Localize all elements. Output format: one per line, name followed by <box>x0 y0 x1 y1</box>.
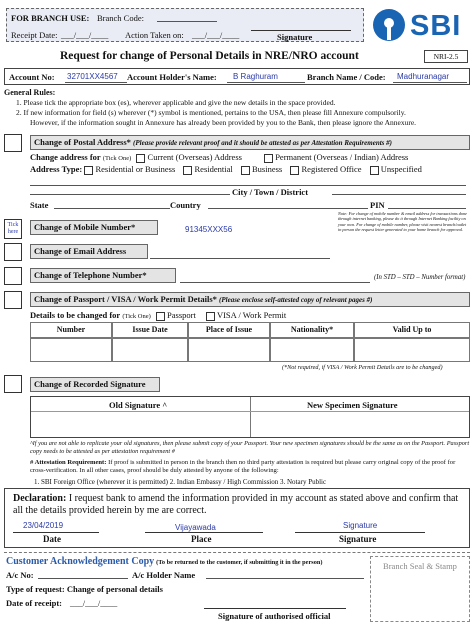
action-taken-label: Action Taken on: <box>125 30 184 40</box>
declaration-signature-value[interactable]: Signature <box>343 521 378 530</box>
branch-name-value[interactable]: Madhuranagar <box>397 72 450 81</box>
passport-heading <box>30 292 470 307</box>
declaration-label: Declaration: <box>13 493 67 504</box>
receipt-date-label: Receipt Date: <box>11 30 58 40</box>
state-line[interactable] <box>54 208 170 209</box>
ack-title-row <box>6 556 322 567</box>
branch-seal-label: Branch Seal & Stamp <box>383 561 457 571</box>
ack-acno-line[interactable] <box>38 578 128 579</box>
declaration-date-value[interactable]: 23/04/2019 <box>23 521 64 530</box>
holder-name-value[interactable]: B Raghuram <box>233 72 278 81</box>
action-date-slashes: ___/___/____ <box>192 30 240 40</box>
type-res-bus-label: Residential or Business <box>95 164 176 174</box>
declaration-place-label: Place <box>191 534 212 544</box>
telephone-heading: Change of Telephone Number* <box>30 268 176 283</box>
account-no-value[interactable]: 32701XX4567 <box>67 72 118 81</box>
visa-option-label: VISA / Work Permit <box>216 310 287 320</box>
mobile-heading: Change of Mobile Number* <box>30 220 158 235</box>
ack-auth-sig-line <box>204 608 346 609</box>
type-business-checkbox[interactable] <box>241 166 250 175</box>
passport-footnote: (*Not required, if VISA / Work Permit Details are to be changed) <box>282 364 443 371</box>
branch-use-label: FOR BRANCH USE: <box>11 13 90 23</box>
declaration-signature-line <box>295 532 425 533</box>
type-unspecified-label: Unspecified <box>380 164 422 174</box>
declaration-text: I request bank to amend the information provided in my account as stated above and confirm that all the details provided herein by me are correct. <box>13 493 459 516</box>
telephone-tick-box[interactable] <box>4 267 22 285</box>
telephone-format: (In STD – STD – Number format) <box>374 274 466 281</box>
ack-auth-sig-label: Signature of authorised official <box>218 611 331 621</box>
sbi-logo-icon <box>372 8 406 42</box>
state-label: State <box>30 200 49 210</box>
cell-issue-date[interactable] <box>112 338 188 362</box>
ack-request-type: Type of request: Change of personal details <box>6 584 163 594</box>
type-business-label: Business <box>252 164 283 174</box>
new-signature-label: New Specimen Signature <box>307 400 398 410</box>
receipt-date-slashes: ___/___/____ <box>61 30 109 40</box>
signature-table <box>30 396 470 438</box>
passport-type-row <box>30 310 286 321</box>
signature-tick-box[interactable] <box>4 375 22 393</box>
country-line[interactable] <box>208 208 368 209</box>
cell-nationality[interactable] <box>270 338 354 362</box>
branch-seal-box <box>370 556 470 622</box>
general-rules-title: General Rules: <box>4 88 56 97</box>
passport-option-label: Passport <box>167 310 196 320</box>
email-heading: Change of Email Address <box>30 244 148 259</box>
passport-tick-box[interactable] <box>4 291 22 309</box>
holder-name-label: Account Holder's Name: <box>127 72 217 82</box>
declaration-date-line <box>13 532 99 533</box>
old-signature-label: Old Signature ^ <box>109 400 168 410</box>
branch-use-box <box>6 8 364 42</box>
type-residential-label: Residential <box>194 164 233 174</box>
mobile-note: Note: For change of mobile number & email address for transactions done through internet banking, please do it through Internet Banking facility on your own. For change of mobile number, please visit nearest branch/outlet in person the request letter generated to your home branch for approval. <box>338 211 468 233</box>
type-res-bus-checkbox[interactable] <box>84 166 93 175</box>
cell-valid-upto[interactable] <box>354 338 470 362</box>
current-address-label: Current (Overseas) Address <box>147 152 242 162</box>
attestation-list: 1. SBI Foreign Office (wherever it is permitted) 2. Indian Embassy / High Commission 3. Notary Public <box>34 478 327 486</box>
declaration-text-block <box>13 493 465 517</box>
type-registered-label: Registered Office <box>301 164 362 174</box>
account-row <box>4 68 470 85</box>
declaration-date-label: Date <box>43 534 61 544</box>
address-line-1[interactable] <box>30 185 466 186</box>
rule-2b: However, if the information sought in Annexure has already been provided by you to the Bank, then please ignore the Annexure. <box>30 118 417 127</box>
email-line[interactable] <box>150 258 330 259</box>
branch-signature-label: Signature <box>277 32 313 42</box>
passport-tick-one: (Tick One) <box>122 313 151 320</box>
address-type-row <box>30 164 422 175</box>
address-line-2[interactable] <box>30 194 230 195</box>
branch-code-line <box>157 21 217 22</box>
branch-code-label: Branch Code: <box>97 13 144 23</box>
address-type-label: Address Type: <box>30 164 83 174</box>
branch-name-line <box>393 82 467 83</box>
ack-holder-label: A/c Holder Name <box>132 570 196 580</box>
pin-label: PIN <box>370 200 385 210</box>
ack-acno-label: A/c No: <box>6 570 34 580</box>
passport-note: (Please enclose self-attested copy of relevant pages #) <box>219 296 373 304</box>
signature-header-line <box>31 411 469 412</box>
declaration-place-value[interactable]: Vijayawada <box>175 523 216 532</box>
rule-2a: 2. If new information for field (s) wherever (*) symbol is mentioned, pertains to the USA, then please fill Annexure compulsorily. <box>16 108 406 117</box>
signature-heading: Change of Recorded Signature <box>30 377 160 392</box>
ack-title: Customer Acknowledgement Copy <box>6 556 155 567</box>
postal-tick-box[interactable] <box>4 134 22 152</box>
attestation-block <box>30 459 470 475</box>
passport-heading-text: Change of Passport / VISA / Work Permit Details* <box>34 294 217 304</box>
passport-checkbox[interactable] <box>156 312 165 321</box>
sbi-logo <box>372 8 472 44</box>
cell-place-issue[interactable] <box>188 338 270 362</box>
form-code: NRI-2.5 <box>424 50 468 63</box>
mobile-tick-box[interactable] <box>4 219 22 239</box>
ack-date-receipt-label: Date of receipt: <box>6 598 63 608</box>
city-line[interactable] <box>332 194 466 195</box>
postal-heading <box>30 135 470 150</box>
cell-number[interactable] <box>30 338 112 362</box>
permanent-address-label: Permanent (Overseas / Indian) Address <box>275 152 409 162</box>
holder-name-line <box>227 82 305 83</box>
change-address-row <box>30 152 408 163</box>
mobile-value[interactable]: 91345XXX56 <box>185 225 233 234</box>
email-tick-box[interactable] <box>4 243 22 261</box>
sbi-logo-text: SBI <box>410 10 462 42</box>
permanent-address-checkbox[interactable] <box>264 154 273 163</box>
account-no-line <box>65 82 127 83</box>
type-residential-checkbox[interactable] <box>183 166 192 175</box>
country-label: Country <box>170 200 201 210</box>
col-valid-upto: Valid Up to <box>354 322 470 338</box>
signature-caret-note: ^If you are not able to replicate your old signatures, then please submit copy of your Passport. Your new specimen signatures should be the same as on the Passport. Passport copy needs to be attested as per attestation requirement # <box>30 440 470 455</box>
type-unspecified-checkbox[interactable] <box>370 166 379 175</box>
attestation-label: # Attestation Requirement: <box>30 459 107 466</box>
ack-subtitle: (To be returned to the customer, if submitting it in the person) <box>156 559 323 566</box>
tick-here-label: Tick here <box>7 222 19 235</box>
declaration-signature-label: Signature <box>339 534 377 544</box>
col-nationality: Nationality* <box>270 322 354 338</box>
declaration-place-line <box>145 532 263 533</box>
ack-holder-line[interactable] <box>206 578 364 579</box>
ack-date-slashes: ___/___/____ <box>70 598 118 608</box>
branch-name-label: Branch Name / Code: <box>307 72 386 82</box>
ack-cut-line <box>4 552 470 553</box>
passport-details-label: Details to be changed for <box>30 310 121 320</box>
rule-1: 1. Please tick the appropriate box (es), wherever applicable and give the new details in the space provided. <box>16 98 336 107</box>
visa-checkbox[interactable] <box>206 312 215 321</box>
col-issue-date: Issue Date <box>112 322 188 338</box>
signature-divider <box>250 397 251 437</box>
tick-one-label: (Tick One) <box>102 155 132 162</box>
telephone-line[interactable] <box>180 282 370 283</box>
change-address-label: Change address for <box>30 152 101 162</box>
account-no-label: Account No: <box>9 72 55 82</box>
city-label: City / Town / District <box>232 187 309 197</box>
declaration-box <box>4 488 470 548</box>
postal-heading-text: Change of Postal Address* <box>34 137 131 147</box>
attestation-text: If proof is submitted in person in the branch then no third party attestation is required but please carry original copy of the proof for cross-verification. In all other cases, proof should be duly attested by anyone of the following: <box>30 459 456 474</box>
col-number: Number <box>30 322 112 338</box>
postal-note: (Please provide relevant proof and it should be attested as per Attestation Requirements #) <box>133 139 392 147</box>
type-registered-checkbox[interactable] <box>290 166 299 175</box>
signature-line <box>251 30 351 31</box>
form-title: Request for change of Personal Details in NRE/NRO account <box>60 50 359 62</box>
current-address-checkbox[interactable] <box>136 154 145 163</box>
pin-line[interactable] <box>388 208 466 209</box>
col-place-issue: Place of Issue <box>188 322 270 338</box>
